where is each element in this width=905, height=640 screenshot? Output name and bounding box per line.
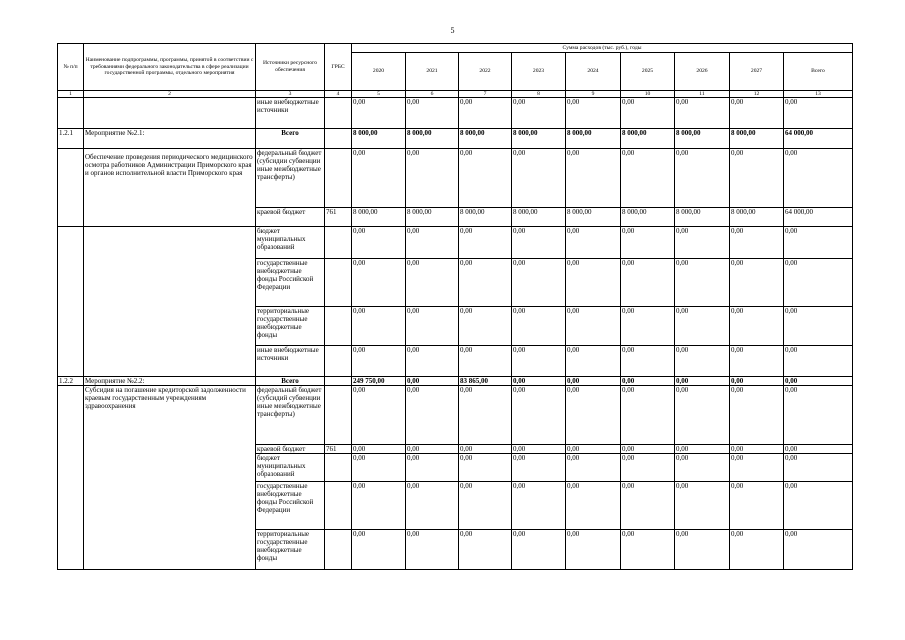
- value-cell: 0,00: [406, 346, 459, 377]
- value-cell: 0,00: [784, 259, 853, 307]
- grbs-cell: [325, 386, 352, 445]
- number-cell: [58, 227, 84, 377]
- header-year: 2023: [512, 53, 566, 91]
- value-cell: 0,00: [512, 307, 566, 346]
- value-cell: 0,00: [730, 227, 784, 259]
- value-cell: 8 000,00: [459, 129, 512, 149]
- header-no: № п/п: [58, 44, 84, 91]
- value-cell: 0,00: [566, 149, 621, 208]
- value-cell: 0,00: [730, 386, 784, 445]
- value-cell: 0,00: [352, 227, 406, 259]
- value-cell: 0,00: [784, 98, 853, 129]
- value-cell: 0,00: [566, 98, 621, 129]
- value-cell: 249 750,00: [352, 377, 406, 386]
- name-cell: Мероприятие №2.2:: [84, 377, 256, 386]
- column-number: 5: [352, 91, 406, 98]
- value-cell: 0,00: [784, 227, 853, 259]
- description-cell: Субсидия на погашение кредиторской задолженности краевым государственным учреждениям здравоохранения: [84, 386, 256, 570]
- source-cell: федеральный бюджет (субсидий субвенции иные межбюджетные трансферты): [256, 386, 325, 445]
- value-cell: 0,00: [566, 482, 621, 530]
- header-sum: Сумма расходов (тыс. руб.), годы: [352, 44, 853, 53]
- table-row: [58, 98, 853, 129]
- value-cell: 0,00: [621, 346, 675, 377]
- value-cell: 0,00: [730, 445, 784, 454]
- value-cell: 0,00: [621, 386, 675, 445]
- value-cell: 0,00: [352, 530, 406, 570]
- value-cell: 0,00: [352, 346, 406, 377]
- value-cell: 8 000,00: [406, 129, 459, 149]
- grbs-cell: [325, 149, 352, 208]
- grbs-cell: [325, 307, 352, 346]
- source-cell: территориальные государственные внебюджетные фонды: [256, 307, 325, 346]
- source-cell: государственные внебюджетные фонды Российской Федерации: [256, 482, 325, 530]
- table-row-total: [58, 377, 853, 386]
- source-cell: краевой бюджет: [256, 445, 325, 454]
- value-cell: 0,00: [459, 227, 512, 259]
- grbs-cell: [325, 259, 352, 307]
- value-cell: 0,00: [459, 454, 512, 482]
- column-number: 12: [730, 91, 784, 98]
- value-cell: 0,00: [730, 346, 784, 377]
- value-cell: 0,00: [459, 386, 512, 445]
- value-cell: 0,00: [406, 482, 459, 530]
- value-cell: 0,00: [512, 149, 566, 208]
- value-cell: 8 000,00: [512, 129, 566, 149]
- value-cell: 8 000,00: [730, 129, 784, 149]
- value-cell: 0,00: [566, 454, 621, 482]
- value-cell: 0,00: [621, 445, 675, 454]
- value-cell: 0,00: [406, 227, 459, 259]
- value-cell: 0,00: [566, 530, 621, 570]
- value-cell: 64 000,00: [784, 129, 853, 149]
- source-cell: иные внебюджетные источники: [256, 346, 325, 377]
- value-cell: 0,00: [459, 445, 512, 454]
- value-cell: 0,00: [621, 227, 675, 259]
- name-cell: Мероприятие №2.1:: [84, 129, 256, 149]
- value-cell: 0,00: [512, 227, 566, 259]
- grbs-cell: [325, 377, 352, 386]
- value-cell: 0,00: [352, 259, 406, 307]
- source-cell: бюджет муниципальных образований: [256, 454, 325, 482]
- header-total: Всего: [784, 53, 853, 91]
- header-year: 2020: [352, 53, 406, 91]
- value-cell: 0,00: [566, 227, 621, 259]
- source-cell: Всего: [256, 377, 325, 386]
- value-cell: 0,00: [459, 530, 512, 570]
- source-cell: территориальные государственные внебюджетные фонды: [256, 530, 325, 570]
- source-cell: федеральный бюджет (субсидии субвенции иные межбюджетные трансферты): [256, 149, 325, 208]
- value-cell: 0,00: [675, 386, 730, 445]
- value-cell: 8 000,00: [352, 129, 406, 149]
- value-cell: 0,00: [459, 346, 512, 377]
- header-year: 2021: [406, 53, 459, 91]
- value-cell: 0,00: [621, 377, 675, 386]
- column-number: 3: [256, 91, 325, 98]
- value-cell: 0,00: [512, 98, 566, 129]
- number-cell: 1.2.1: [58, 129, 84, 149]
- value-cell: 0,00: [675, 445, 730, 454]
- header-year: 2022: [459, 53, 512, 91]
- number-cell: [58, 98, 84, 129]
- value-cell: 8 000,00: [512, 208, 566, 227]
- value-cell: 0,00: [352, 445, 406, 454]
- value-cell: 0,00: [566, 307, 621, 346]
- value-cell: 0,00: [730, 454, 784, 482]
- column-number: 11: [675, 91, 730, 98]
- name-cell: [84, 98, 256, 129]
- header-grbs: ГРБС: [325, 44, 352, 91]
- column-number: 10: [621, 91, 675, 98]
- value-cell: 0,00: [566, 445, 621, 454]
- value-cell: 0,00: [512, 454, 566, 482]
- value-cell: 0,00: [675, 149, 730, 208]
- source-cell: иные внебюджетные источники: [256, 98, 325, 129]
- value-cell: 0,00: [512, 377, 566, 386]
- value-cell: 8 000,00: [675, 208, 730, 227]
- value-cell: 0,00: [406, 386, 459, 445]
- value-cell: 0,00: [406, 454, 459, 482]
- number-cell: 1.2.2: [58, 377, 84, 386]
- value-cell: 0,00: [352, 482, 406, 530]
- value-cell: 0,00: [784, 377, 853, 386]
- value-cell: 0,00: [784, 482, 853, 530]
- table-row: [58, 149, 853, 208]
- value-cell: 0,00: [621, 482, 675, 530]
- value-cell: 0,00: [730, 482, 784, 530]
- column-number: 2: [84, 91, 256, 98]
- value-cell: 0,00: [459, 98, 512, 129]
- value-cell: 0,00: [566, 377, 621, 386]
- value-cell: 0,00: [675, 307, 730, 346]
- source-cell: государственные внебюджетные фонды Российской Федерации: [256, 259, 325, 307]
- value-cell: 0,00: [675, 346, 730, 377]
- value-cell: 8 000,00: [352, 208, 406, 227]
- value-cell: 0,00: [566, 346, 621, 377]
- value-cell: 0,00: [512, 346, 566, 377]
- value-cell: 0,00: [730, 530, 784, 570]
- value-cell: 0,00: [406, 98, 459, 129]
- grbs-cell: [325, 530, 352, 570]
- source-cell: Всего: [256, 129, 325, 149]
- value-cell: 0,00: [352, 149, 406, 208]
- value-cell: 0,00: [675, 227, 730, 259]
- header-source: Источники ресурсного обеспечения: [256, 44, 325, 91]
- value-cell: 0,00: [566, 386, 621, 445]
- value-cell: 0,00: [784, 346, 853, 377]
- column-number: 8: [512, 91, 566, 98]
- value-cell: 0,00: [352, 98, 406, 129]
- value-cell: 0,00: [406, 149, 459, 208]
- value-cell: 0,00: [459, 307, 512, 346]
- number-cell: [58, 386, 84, 570]
- value-cell: 8 000,00: [566, 129, 621, 149]
- value-cell: 8 000,00: [621, 208, 675, 227]
- name-cell: [84, 227, 256, 377]
- value-cell: 0,00: [406, 445, 459, 454]
- column-number: 9: [566, 91, 621, 98]
- grbs-cell: [325, 482, 352, 530]
- value-cell: 0,00: [675, 98, 730, 129]
- value-cell: 0,00: [784, 149, 853, 208]
- value-cell: 0,00: [459, 482, 512, 530]
- value-cell: 0,00: [784, 530, 853, 570]
- column-number: 4: [325, 91, 352, 98]
- value-cell: 0,00: [406, 377, 459, 386]
- value-cell: 0,00: [730, 98, 784, 129]
- value-cell: 0,00: [675, 454, 730, 482]
- value-cell: 8 000,00: [675, 129, 730, 149]
- value-cell: 0,00: [459, 149, 512, 208]
- number-cell: [58, 149, 84, 227]
- description-cell: Обеспечение проведения периодического медицинского осмотра работников Администрации Приморского края и органов исполнительной власти Приморского края: [84, 149, 256, 227]
- value-cell: 0,00: [512, 259, 566, 307]
- value-cell: 0,00: [675, 377, 730, 386]
- grbs-cell: 761: [325, 208, 352, 227]
- column-number: 13: [784, 91, 853, 98]
- header-name: Наименование подпрограммы, программы, принятой в соответствии с требованиями федерального законодательства в сфере реализации государственной программы, отдельного мероприятия: [84, 44, 256, 91]
- table-row-total: [58, 129, 853, 149]
- value-cell: 0,00: [459, 259, 512, 307]
- value-cell: 0,00: [512, 386, 566, 445]
- source-cell: краевой бюджет: [256, 208, 325, 227]
- header-year: 2027: [730, 53, 784, 91]
- value-cell: 0,00: [675, 259, 730, 307]
- table-row: [58, 227, 853, 259]
- value-cell: 0,00: [512, 482, 566, 530]
- column-number: 7: [459, 91, 512, 98]
- value-cell: 0,00: [730, 377, 784, 386]
- value-cell: 0,00: [730, 259, 784, 307]
- value-cell: 8 000,00: [566, 208, 621, 227]
- value-cell: 0,00: [566, 259, 621, 307]
- grbs-cell: [325, 98, 352, 129]
- value-cell: 0,00: [675, 530, 730, 570]
- value-cell: 0,00: [730, 149, 784, 208]
- value-cell: 0,00: [675, 482, 730, 530]
- header-year: 2025: [621, 53, 675, 91]
- value-cell: 0,00: [621, 307, 675, 346]
- value-cell: 0,00: [512, 445, 566, 454]
- value-cell: 8 000,00: [459, 208, 512, 227]
- value-cell: 0,00: [730, 307, 784, 346]
- value-cell: 0,00: [512, 530, 566, 570]
- value-cell: 0,00: [784, 307, 853, 346]
- grbs-cell: [325, 227, 352, 259]
- value-cell: 0,00: [352, 454, 406, 482]
- value-cell: 0,00: [784, 445, 853, 454]
- grbs-cell: [325, 129, 352, 149]
- value-cell: 8 000,00: [406, 208, 459, 227]
- header-year: 2024: [566, 53, 621, 91]
- value-cell: 0,00: [352, 386, 406, 445]
- source-cell: бюджет муниципальных образований: [256, 227, 325, 259]
- table-row: [58, 386, 853, 445]
- value-cell: 0,00: [621, 98, 675, 129]
- grbs-cell: [325, 454, 352, 482]
- value-cell: 0,00: [621, 454, 675, 482]
- value-cell: 0,00: [784, 386, 853, 445]
- value-cell: 83 865,00: [459, 377, 512, 386]
- column-number: 6: [406, 91, 459, 98]
- header-year: 2026: [675, 53, 730, 91]
- value-cell: 0,00: [406, 307, 459, 346]
- value-cell: 0,00: [621, 530, 675, 570]
- value-cell: 0,00: [621, 259, 675, 307]
- grbs-cell: [325, 346, 352, 377]
- page-number: 5: [450, 26, 455, 35]
- value-cell: 0,00: [406, 530, 459, 570]
- grbs-cell: 761: [325, 445, 352, 454]
- value-cell: 8 000,00: [621, 129, 675, 149]
- value-cell: 0,00: [352, 307, 406, 346]
- value-cell: 0,00: [621, 149, 675, 208]
- value-cell: 0,00: [784, 454, 853, 482]
- budget-table: [57, 43, 853, 570]
- value-cell: 64 000,00: [784, 208, 853, 227]
- column-number: 1: [58, 91, 84, 98]
- value-cell: 8 000,00: [730, 208, 784, 227]
- value-cell: 0,00: [406, 259, 459, 307]
